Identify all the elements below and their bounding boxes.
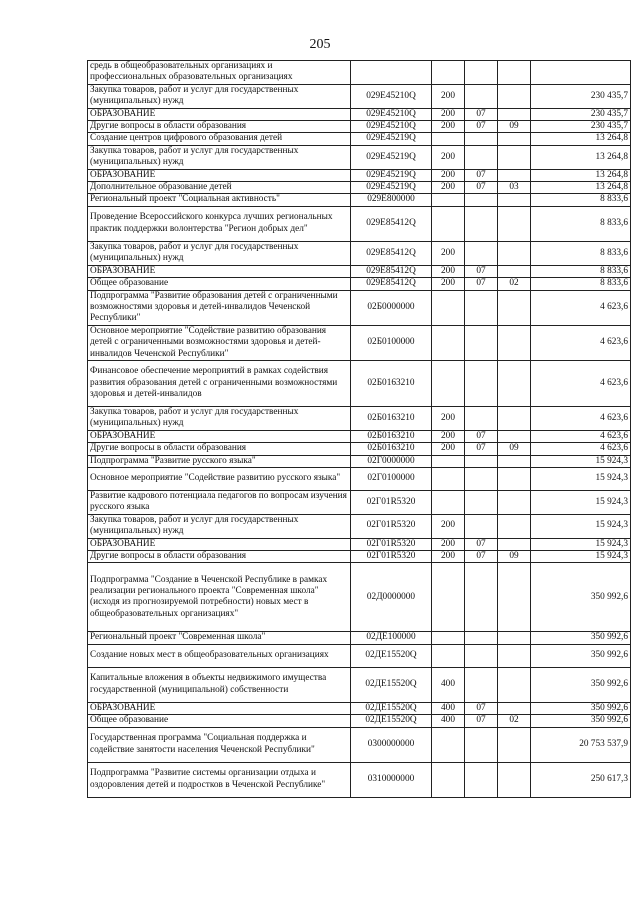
- row-section: [465, 241, 498, 265]
- row-code: 02ДЕ15520Q: [351, 667, 432, 702]
- row-code: 02Г01R5320: [351, 514, 432, 538]
- row-subsection: [498, 762, 531, 797]
- row-section: [465, 133, 498, 145]
- table-row: [88, 490, 631, 514]
- table-row: [88, 182, 631, 194]
- row-amount: 230 435,7: [531, 108, 631, 120]
- row-section: [465, 325, 498, 360]
- row-amount: 350 992,6: [531, 563, 631, 632]
- row-name: Другие вопросы в области образования: [88, 443, 351, 455]
- row-code: 029Е85412Q: [351, 278, 432, 290]
- row-name: Основное мероприятие "Содействие развитию русского языка": [88, 467, 351, 490]
- row-expense-type: 200: [432, 182, 465, 194]
- table-row: [88, 455, 631, 467]
- row-name: Подпрограмма "Развитие образования детей с ограниченными возможностями здоровья и детей-инвалидов Чеченской Республики": [88, 290, 351, 325]
- row-name: Региональный проект "Социальная активность": [88, 194, 351, 206]
- table-row: [88, 133, 631, 145]
- row-section: [465, 644, 498, 667]
- row-subsection: [498, 145, 531, 169]
- row-subsection: [498, 133, 531, 145]
- row-subsection: [498, 265, 531, 277]
- row-expense-type: 400: [432, 667, 465, 702]
- row-subsection: [498, 455, 531, 467]
- row-code: 029Е45219Q: [351, 145, 432, 169]
- row-name: Закупка товаров, работ и услуг для государственных (муниципальных) нужд: [88, 241, 351, 265]
- row-amount: 350 992,6: [531, 715, 631, 727]
- row-expense-type: 200: [432, 169, 465, 181]
- row-code: 02Г0100000: [351, 467, 432, 490]
- row-code: [351, 61, 432, 85]
- row-code: 02Г01R5320: [351, 538, 432, 550]
- row-amount: 4 623,6: [531, 406, 631, 430]
- row-code: 02ДЕ15520Q: [351, 644, 432, 667]
- row-section: 07: [465, 108, 498, 120]
- row-section: 07: [465, 702, 498, 714]
- row-expense-type: 200: [432, 108, 465, 120]
- row-name: ОБРАЗОВАНИЕ: [88, 430, 351, 442]
- row-code: 029Е800000: [351, 194, 432, 206]
- row-section: [465, 290, 498, 325]
- row-subsection: [498, 84, 531, 108]
- row-amount: 15 924,3: [531, 514, 631, 538]
- row-expense-type: [432, 762, 465, 797]
- row-subsection: 09: [498, 443, 531, 455]
- budget-table: [87, 60, 631, 798]
- table-row: [88, 632, 631, 644]
- table-row: [88, 702, 631, 714]
- row-subsection: [498, 644, 531, 667]
- page-number: 205: [309, 37, 331, 52]
- row-amount: 250 617,3: [531, 762, 631, 797]
- row-section: [465, 61, 498, 85]
- row-code: 0310000000: [351, 762, 432, 797]
- table-row: [88, 715, 631, 727]
- row-code: 02Б0163210: [351, 360, 432, 406]
- budget-table-body: [88, 61, 631, 798]
- row-amount: 350 992,6: [531, 667, 631, 702]
- row-amount: 4 623,6: [531, 290, 631, 325]
- row-expense-type: [432, 455, 465, 467]
- row-subsection: [498, 108, 531, 120]
- row-name: ОБРАЗОВАНИЕ: [88, 538, 351, 550]
- row-code: 0300000000: [351, 727, 432, 762]
- row-expense-type: [432, 61, 465, 85]
- row-subsection: [498, 325, 531, 360]
- row-amount: 20 753 537,9: [531, 727, 631, 762]
- row-name: Региональный проект "Современная школа": [88, 632, 351, 644]
- row-amount: 4 623,6: [531, 360, 631, 406]
- row-section: [465, 84, 498, 108]
- row-section: [465, 514, 498, 538]
- table-row: [88, 360, 631, 406]
- row-amount: 350 992,6: [531, 644, 631, 667]
- table-row: [88, 169, 631, 181]
- row-code: 02ДЕ100000: [351, 632, 432, 644]
- table-row: [88, 667, 631, 702]
- row-name: Закупка товаров, работ и услуг для государственных (муниципальных) нужд: [88, 84, 351, 108]
- row-expense-type: 200: [432, 265, 465, 277]
- table-row: [88, 467, 631, 490]
- row-amount: 8 833,6: [531, 241, 631, 265]
- row-amount: 13 264,8: [531, 133, 631, 145]
- row-section: [465, 563, 498, 632]
- table-row: [88, 644, 631, 667]
- row-subsection: [498, 514, 531, 538]
- row-subsection: [498, 467, 531, 490]
- row-subsection: [498, 241, 531, 265]
- row-code: 029Е85412Q: [351, 265, 432, 277]
- row-section: [465, 762, 498, 797]
- row-expense-type: 200: [432, 443, 465, 455]
- row-code: 029Е85412Q: [351, 241, 432, 265]
- row-amount: 13 264,8: [531, 169, 631, 181]
- row-expense-type: 200: [432, 84, 465, 108]
- row-subsection: 02: [498, 715, 531, 727]
- row-name: Проведение Всероссийского конкурса лучших региональных практик поддержки волонтерства "Регион добрых дел": [88, 206, 351, 241]
- row-subsection: 03: [498, 182, 531, 194]
- row-expense-type: [432, 632, 465, 644]
- table-row: [88, 241, 631, 265]
- row-expense-type: [432, 644, 465, 667]
- row-name: Государственная программа "Социальная поддержка и содействие занятости населения Чеченской Республики": [88, 727, 351, 762]
- row-subsection: [498, 194, 531, 206]
- row-name: Создание центров цифрового образования детей: [88, 133, 351, 145]
- row-name: ОБРАЗОВАНИЕ: [88, 702, 351, 714]
- row-amount: 350 992,6: [531, 632, 631, 644]
- row-code: 02Б0163210: [351, 443, 432, 455]
- row-code: 02Б0163210: [351, 406, 432, 430]
- row-name: Общее образование: [88, 278, 351, 290]
- row-subsection: [498, 538, 531, 550]
- row-subsection: [498, 169, 531, 181]
- row-code: 029Е45210Q: [351, 121, 432, 133]
- row-subsection: 09: [498, 551, 531, 563]
- row-code: 02Б0000000: [351, 290, 432, 325]
- row-name: Подпрограмма "Развитие русского языка": [88, 455, 351, 467]
- row-name: Капитальные вложения в объекты недвижимого имущества государственной (муниципальной) собственности: [88, 667, 351, 702]
- row-amount: 8 833,6: [531, 265, 631, 277]
- row-code: 02ДЕ15520Q: [351, 702, 432, 714]
- row-subsection: [498, 430, 531, 442]
- table-row: [88, 84, 631, 108]
- row-amount: 350 992,6: [531, 702, 631, 714]
- row-subsection: [498, 702, 531, 714]
- table-row: [88, 61, 631, 85]
- table-row: [88, 514, 631, 538]
- table-row: [88, 121, 631, 133]
- row-expense-type: [432, 727, 465, 762]
- table-row: [88, 443, 631, 455]
- row-expense-type: [432, 194, 465, 206]
- row-section: [465, 667, 498, 702]
- row-code: 029Е45210Q: [351, 84, 432, 108]
- row-expense-type: 200: [432, 145, 465, 169]
- table-row: [88, 145, 631, 169]
- row-amount: 13 264,8: [531, 182, 631, 194]
- table-row: [88, 325, 631, 360]
- row-section: [465, 727, 498, 762]
- table-row: [88, 563, 631, 632]
- row-code: 02Г0000000: [351, 455, 432, 467]
- row-code: 029Е85412Q: [351, 206, 432, 241]
- row-expense-type: [432, 325, 465, 360]
- row-subsection: 09: [498, 121, 531, 133]
- row-name: Развитие кадрового потенциала педагогов по вопросам изучения русского языка: [88, 490, 351, 514]
- row-expense-type: [432, 290, 465, 325]
- table-row: [88, 290, 631, 325]
- row-code: 029Е45219Q: [351, 169, 432, 181]
- row-expense-type: 400: [432, 715, 465, 727]
- row-amount: 4 623,6: [531, 325, 631, 360]
- row-section: [465, 145, 498, 169]
- row-name: Подпрограмма "Развитие системы организации отдыха и оздоровления детей и подростков в Чеченской Республике": [88, 762, 351, 797]
- row-section: 07: [465, 121, 498, 133]
- row-expense-type: 200: [432, 121, 465, 133]
- table-row: [88, 551, 631, 563]
- row-name: ОБРАЗОВАНИЕ: [88, 169, 351, 181]
- row-expense-type: [432, 360, 465, 406]
- row-amount: 4 623,6: [531, 443, 631, 455]
- row-subsection: [498, 206, 531, 241]
- row-code: 02Г01R5320: [351, 551, 432, 563]
- row-expense-type: 400: [432, 702, 465, 714]
- row-name: Закупка товаров, работ и услуг для государственных (муниципальных) нужд: [88, 514, 351, 538]
- row-section: [465, 194, 498, 206]
- row-expense-type: [432, 467, 465, 490]
- row-code: 029Е45219Q: [351, 182, 432, 194]
- row-subsection: [498, 290, 531, 325]
- row-expense-type: [432, 563, 465, 632]
- table-row: [88, 762, 631, 797]
- row-section: 07: [465, 443, 498, 455]
- row-amount: 8 833,6: [531, 194, 631, 206]
- row-subsection: [498, 490, 531, 514]
- row-section: 07: [465, 182, 498, 194]
- row-name: Финансовое обеспечение мероприятий в рамках содействия развития образования детей с ограниченными возможностями здоровья и детей-инвалидов: [88, 360, 351, 406]
- row-code: 02Б0100000: [351, 325, 432, 360]
- row-amount: 15 924,3: [531, 490, 631, 514]
- table-row: [88, 430, 631, 442]
- table-row: [88, 265, 631, 277]
- row-subsection: 02: [498, 278, 531, 290]
- row-name: Дополнительное образование детей: [88, 182, 351, 194]
- row-section: 07: [465, 430, 498, 442]
- row-expense-type: [432, 206, 465, 241]
- row-amount: 230 435,7: [531, 84, 631, 108]
- row-amount: 8 833,6: [531, 206, 631, 241]
- row-amount: 15 924,3: [531, 467, 631, 490]
- row-amount: 15 924,3: [531, 455, 631, 467]
- row-section: 07: [465, 715, 498, 727]
- row-subsection: [498, 563, 531, 632]
- table-row: [88, 194, 631, 206]
- row-code: 02Г01R5320: [351, 490, 432, 514]
- row-name: Основное мероприятие "Содействие развитию образования детей с ограниченными возможностями здоровья и детей-инвалидов Чеченской Республики": [88, 325, 351, 360]
- row-subsection: [498, 61, 531, 85]
- row-name: Создание новых мест в общеобразовательных организациях: [88, 644, 351, 667]
- row-section: [465, 455, 498, 467]
- row-subsection: [498, 406, 531, 430]
- table-row: [88, 727, 631, 762]
- row-expense-type: [432, 490, 465, 514]
- row-expense-type: 200: [432, 538, 465, 550]
- row-expense-type: 200: [432, 278, 465, 290]
- row-section: [465, 206, 498, 241]
- row-name: Закупка товаров, работ и услуг для государственных (муниципальных) нужд: [88, 406, 351, 430]
- row-amount: 15 924,3: [531, 551, 631, 563]
- row-amount: 15 924,3: [531, 538, 631, 550]
- row-amount: 4 623,6: [531, 430, 631, 442]
- row-subsection: [498, 727, 531, 762]
- row-code: 02ДЕ15520Q: [351, 715, 432, 727]
- row-code: 02Б0163210: [351, 430, 432, 442]
- row-name: Закупка товаров, работ и услуг для государственных (муниципальных) нужд: [88, 145, 351, 169]
- row-name: ОБРАЗОВАНИЕ: [88, 108, 351, 120]
- row-name: Другие вопросы в области образования: [88, 121, 351, 133]
- table-row: [88, 206, 631, 241]
- row-amount: 230 435,7: [531, 121, 631, 133]
- row-section: [465, 467, 498, 490]
- row-name: Подпрограмма "Создание в Чеченской Республике в рамках реализации регионального проекта "Современная школа" (исходя из прогнозируемой потребности) новых мест в общеобразовательных организациях": [88, 563, 351, 632]
- row-expense-type: [432, 133, 465, 145]
- row-name: средь в общеобразовательных организациях и профессиональных образовательных организациях: [88, 61, 351, 85]
- row-expense-type: 200: [432, 551, 465, 563]
- row-expense-type: 200: [432, 406, 465, 430]
- row-expense-type: 200: [432, 514, 465, 538]
- row-amount: 8 833,6: [531, 278, 631, 290]
- row-section: [465, 360, 498, 406]
- row-section: 07: [465, 538, 498, 550]
- row-section: 07: [465, 551, 498, 563]
- row-amount: 13 264,8: [531, 145, 631, 169]
- row-name: Другие вопросы в области образования: [88, 551, 351, 563]
- table-row: [88, 538, 631, 550]
- row-section: 07: [465, 265, 498, 277]
- row-subsection: [498, 632, 531, 644]
- row-section: [465, 490, 498, 514]
- row-code: 029Е45210Q: [351, 108, 432, 120]
- row-expense-type: 200: [432, 241, 465, 265]
- table-row: [88, 406, 631, 430]
- row-section: 07: [465, 278, 498, 290]
- table-row: [88, 108, 631, 120]
- row-code: 02Д0000000: [351, 563, 432, 632]
- row-name: ОБРАЗОВАНИЕ: [88, 265, 351, 277]
- row-code: 029Е45219Q: [351, 133, 432, 145]
- table-row: [88, 278, 631, 290]
- row-section: [465, 406, 498, 430]
- row-expense-type: 200: [432, 430, 465, 442]
- row-section: 07: [465, 169, 498, 181]
- row-subsection: [498, 667, 531, 702]
- row-subsection: [498, 360, 531, 406]
- row-amount: [531, 61, 631, 85]
- row-name: Общее образование: [88, 715, 351, 727]
- row-section: [465, 632, 498, 644]
